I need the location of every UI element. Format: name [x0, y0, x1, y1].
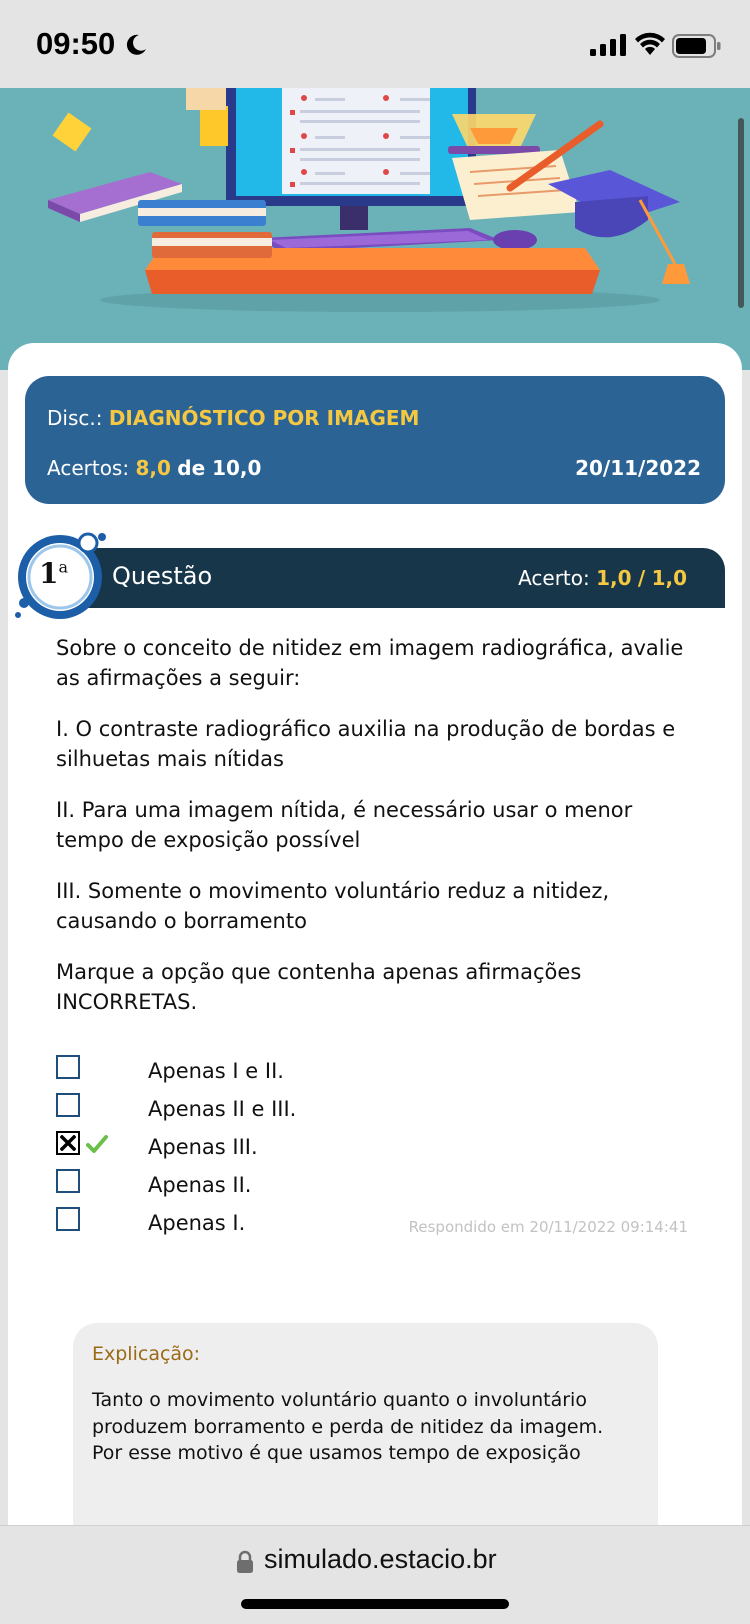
answer-option-3[interactable] — [56, 1131, 676, 1169]
option-label: Apenas I e II. — [148, 1059, 284, 1083]
url-text[interactable]: simulado.estacio.br — [264, 1544, 497, 1574]
option-checkbox-checked[interactable] — [56, 1131, 80, 1155]
explanation-box — [73, 1323, 658, 1525]
acertos-total: de 10,0 — [177, 456, 262, 480]
option-checkbox[interactable] — [56, 1055, 80, 1079]
question-header — [78, 548, 725, 608]
question-title: Questão — [112, 562, 213, 590]
cellular-signal-icon — [590, 34, 626, 56]
option-label: Apenas II. — [148, 1173, 252, 1197]
page-scrollbar[interactable] — [738, 118, 744, 308]
status-bar — [0, 0, 750, 88]
option-label: Apenas III. — [148, 1135, 258, 1159]
answer-option-2[interactable] — [56, 1093, 676, 1131]
question-score-value: 1,0 — [596, 566, 632, 590]
acertos-line — [47, 456, 261, 480]
explanation-text: Tanto o movimento voluntário quanto o involuntário produzem borramento e perda de nitidez da imagem. Por esse motivo é que usamos tempo de exposição — [92, 1389, 604, 1464]
answer-option-1[interactable] — [56, 1055, 676, 1093]
question-paragraph: II. Para uma imagem nítida, é necessário usar o menor tempo de exposição possível — [56, 798, 633, 852]
moon-icon — [124, 33, 148, 57]
question-number-value: 1 — [39, 557, 59, 590]
content-card — [8, 343, 742, 1525]
question-score-total: 1,0 — [651, 566, 687, 590]
option-checkbox[interactable] — [56, 1093, 80, 1117]
lock-icon — [236, 1550, 254, 1574]
wifi-icon — [634, 32, 666, 56]
acertos-value: 8,0 — [135, 456, 171, 480]
exam-date: 20/11/2022 — [575, 456, 701, 480]
discipline-line — [47, 406, 419, 430]
question-paragraph: Sobre o conceito de nitidez em imagem radiográfica, avalie as afirmações a seguir: — [56, 636, 684, 690]
battery-icon — [672, 34, 722, 58]
question-score-separator: / — [637, 566, 646, 590]
discipline-card — [25, 376, 725, 504]
option-checkbox[interactable] — [56, 1207, 80, 1231]
discipline-name: DIAGNÓSTICO POR IMAGEM — [108, 406, 420, 430]
home-indicator — [241, 1599, 509, 1609]
option-label: Apenas II e III. — [148, 1097, 297, 1121]
option-checkbox[interactable] — [56, 1169, 80, 1193]
acertos-label: Acertos: — [47, 456, 130, 480]
browser-url-bar[interactable] — [0, 1525, 750, 1624]
correct-check-icon — [86, 1134, 108, 1154]
status-time: 09:50 — [36, 26, 116, 61]
answer-option-4[interactable] — [56, 1169, 676, 1207]
question-paragraph: Marque a opção que contenha apenas afirmações INCORRETAS. — [56, 960, 582, 1014]
desk-illustration — [0, 88, 750, 370]
option-label: Apenas I. — [148, 1211, 246, 1235]
answered-timestamp: Respondido em 20/11/2022 09:14:41 — [408, 1218, 688, 1236]
question-score — [518, 566, 687, 590]
question-paragraph: III. Somente o movimento voluntário reduz a nitidez, causando o borramento — [56, 879, 610, 933]
hero-banner — [0, 88, 750, 370]
answer-options — [56, 1055, 676, 1245]
question-number-ordinal: a — [58, 557, 69, 577]
explanation-title: Explicação: — [92, 1343, 201, 1365]
x-mark-icon — [60, 1135, 76, 1151]
question-text — [56, 633, 696, 1038]
question-paragraph: I. O contraste radiográfico auxilia na produção de bordas e silhuetas mais nítidas — [56, 717, 676, 771]
disc-label: Disc.: — [47, 406, 103, 430]
question-number — [39, 557, 68, 590]
question-score-label: Acerto: — [518, 566, 590, 590]
